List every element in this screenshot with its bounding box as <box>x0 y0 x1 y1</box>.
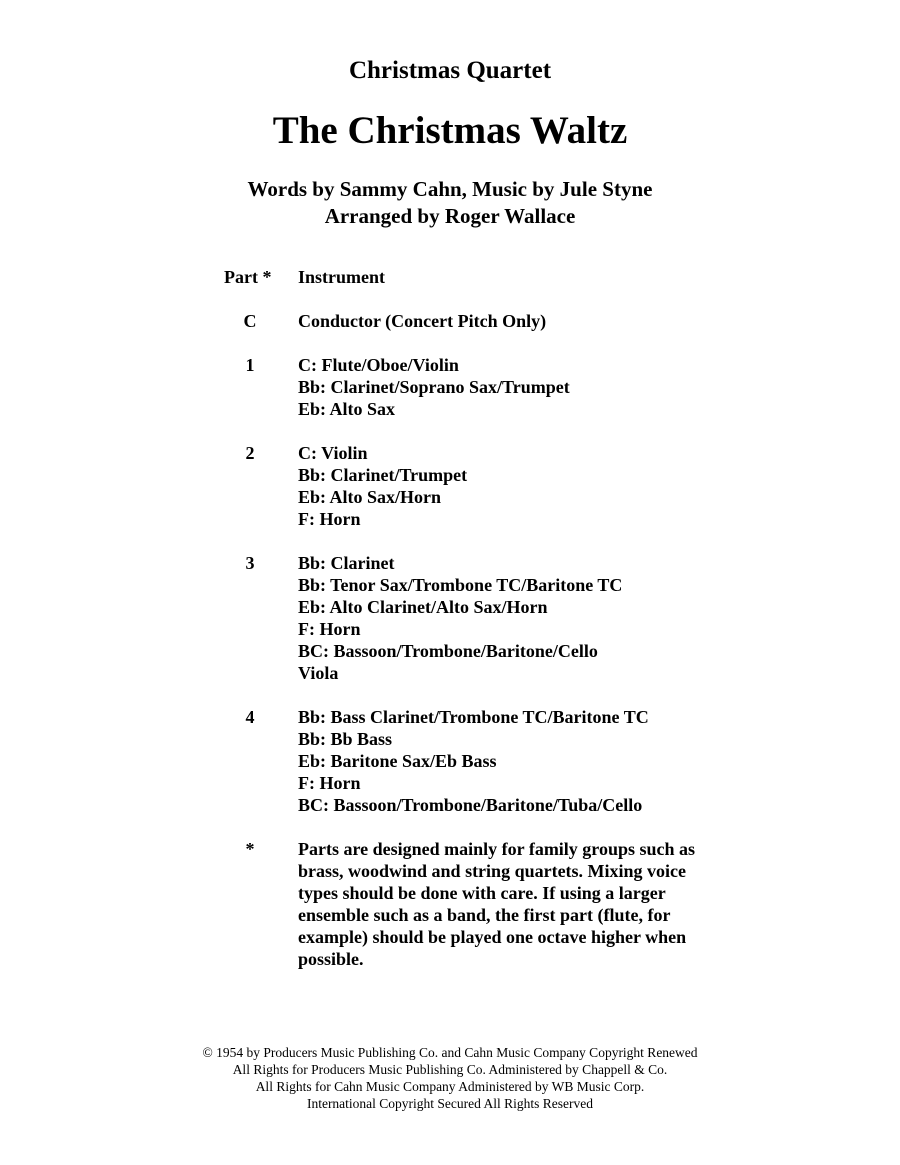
instrument-line: F: Horn <box>298 619 361 639</box>
instrument-line: Bb: Tenor Sax/Trombone TC/Baritone TC <box>298 575 623 595</box>
instrument-line: Bb: Clarinet <box>298 553 395 573</box>
table-row <box>200 354 760 420</box>
table-row <box>200 706 760 816</box>
instrument-line: F: Horn <box>298 773 361 793</box>
parts-table <box>200 266 760 992</box>
part-label: 2 <box>245 443 255 463</box>
copyright-line: All Rights for Cahn Music Company Administered by WB Music Corp. <box>255 1079 645 1094</box>
footnote-row <box>200 838 760 970</box>
copyright-line: All Rights for Producers Music Publishing Co. Administered by Chappell & Co. <box>232 1062 668 1077</box>
footnote-marker: * <box>245 839 255 859</box>
credit-line-arranger: Arranged by Roger Wallace <box>324 204 576 228</box>
part-label: C <box>243 311 257 331</box>
instrument-line: Conductor (Concert Pitch Only) <box>298 311 547 331</box>
footnote-text: Parts are designed mainly for family groups such as brass, woodwind and string quartets. Mixing voice types should be done with care. If using a larger ensemble such as a band, the first part (flute, for example) should be played one octave higher when possible. <box>298 839 696 969</box>
part-label: 4 <box>245 707 255 727</box>
page-title: The Christmas Waltz <box>272 109 628 152</box>
instrument-line: Eb: Baritone Sax/Eb Bass <box>298 751 497 771</box>
instrument-line: Bb: Bb Bass <box>298 729 393 749</box>
copyright-line: © 1954 by Producers Music Publishing Co. and Cahn Music Company Copyright Renewed <box>202 1045 698 1060</box>
parts-table-header <box>200 266 760 288</box>
instrument-line: F: Horn <box>298 509 361 529</box>
instrument-line: C: Flute/Oboe/Violin <box>298 355 459 375</box>
instrument-line: Eb: Alto Sax <box>298 399 396 419</box>
credit-line-composers: Words by Sammy Cahn, Music by Jule Styne <box>247 177 653 201</box>
part-label: 1 <box>245 355 255 375</box>
instrument-line: C: Violin <box>298 443 368 463</box>
credits <box>0 176 900 230</box>
instrument-line: Bb: Bass Clarinet/Trombone TC/Baritone TC <box>298 707 649 727</box>
instrument-line: BC: Bassoon/Trombone/Baritone/Cello <box>298 641 598 661</box>
instrument-line: Eb: Alto Sax/Horn <box>298 487 442 507</box>
column-header-instrument: Instrument <box>298 267 386 287</box>
instrument-line: BC: Bassoon/Trombone/Baritone/Tuba/Cello <box>298 795 643 815</box>
copyright-notice <box>0 1044 900 1112</box>
table-row <box>200 552 760 684</box>
copyright-line: International Copyright Secured All Rights Reserved <box>306 1096 594 1111</box>
part-label: 3 <box>245 553 255 573</box>
instrument-line: Viola <box>298 663 339 683</box>
table-row <box>200 310 760 332</box>
instrument-line: Bb: Clarinet/Trumpet <box>298 465 468 485</box>
instrument-line: Eb: Alto Clarinet/Alto Sax/Horn <box>298 597 548 617</box>
instrument-line: Bb: Clarinet/Soprano Sax/Trumpet <box>298 377 570 397</box>
table-row <box>200 442 760 530</box>
column-header-part: Part * <box>224 267 272 287</box>
series-title: Christmas Quartet <box>348 57 552 84</box>
